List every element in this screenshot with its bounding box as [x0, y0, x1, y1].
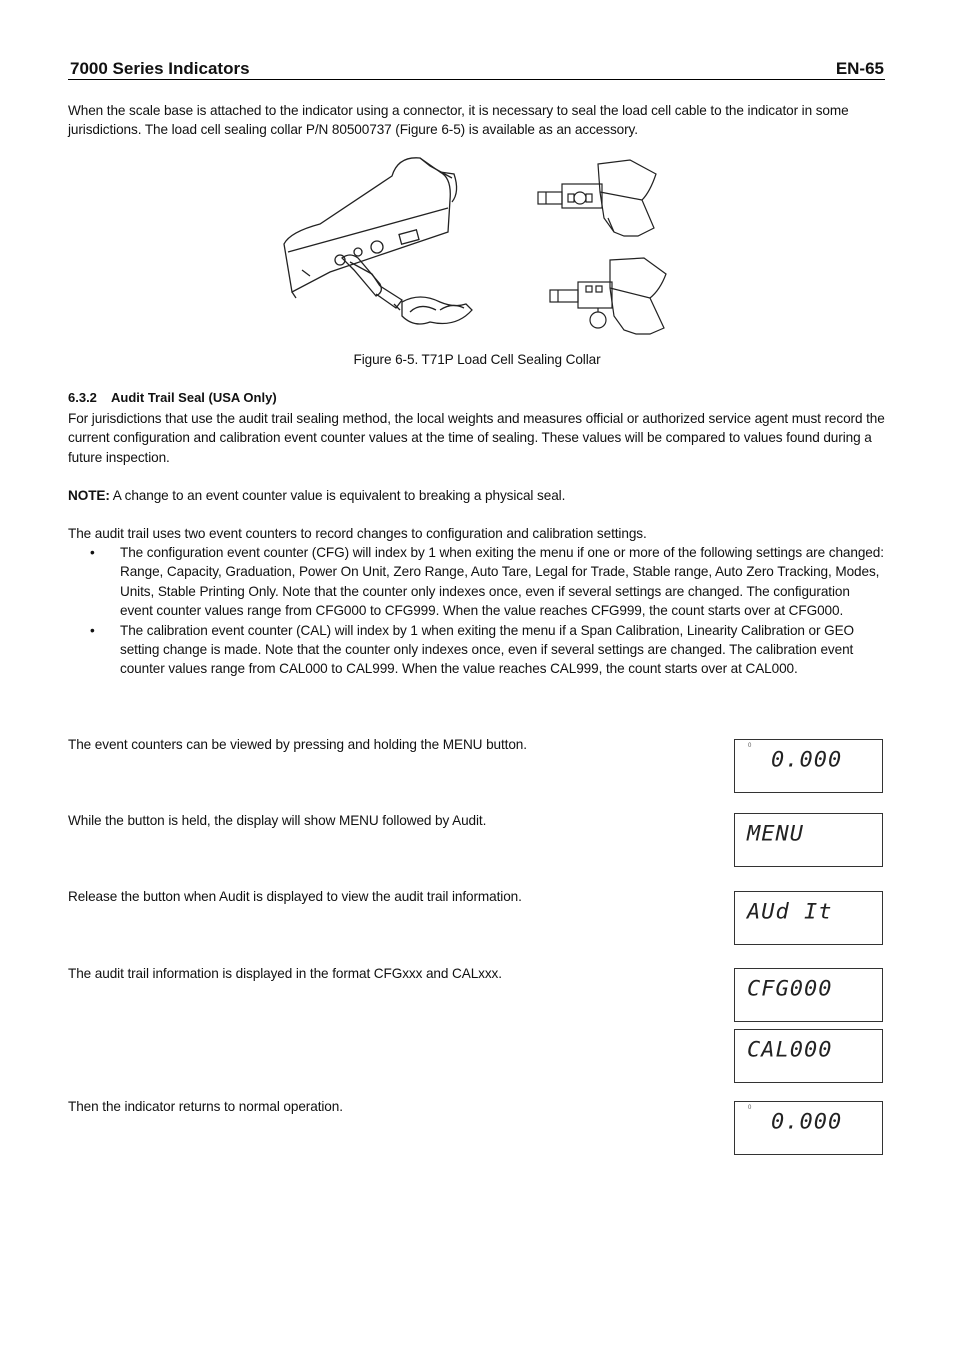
- lcd-display-cfg: [734, 968, 883, 1022]
- figure-caption: Figure 6-5. T71P Load Cell Sealing Collar: [353, 352, 601, 367]
- step-text: While the button is held, the display will show MENU followed by Audit.: [68, 813, 487, 828]
- lcd-display-cal: [734, 1029, 883, 1083]
- note-paragraph: [68, 486, 886, 505]
- step-text: Then the indicator returns to normal operation.: [68, 1099, 343, 1114]
- zero-indicator-icon: 0: [748, 1105, 752, 1111]
- zero-indicator-icon: 0: [748, 743, 752, 749]
- lcd-display-menu: [734, 813, 883, 867]
- audit-trail-paragraph: For jurisdictions that use the audit trail sealing method, the local weights and measures official or authorized service agent must record the current configuration and calibration event counter values at the time of sealing. These values will be compared to values found during a future inspection.: [68, 411, 885, 465]
- display-readout: AUd It: [747, 900, 833, 925]
- display-readout: 0.000: [771, 1110, 843, 1135]
- lcd-display-audit: [734, 891, 883, 945]
- header-rule: [68, 79, 885, 80]
- display-readout: MENU: [747, 822, 804, 847]
- collar-side-view-bottom: [546, 256, 672, 336]
- intro-paragraph: When the scale base is attached to the indicator using a connector, it is necessary to seal the load cell cable to the indicator in some jurisdictions. The load cell sealing collar P/N 80500737 (Figure 6-5) is available as an accessory.: [68, 103, 849, 138]
- display-readout: CFG000: [747, 977, 833, 1002]
- note-text: A change to an event counter value is equivalent to breaking a physical seal.: [109, 488, 566, 503]
- display-readout: 0.000: [771, 748, 843, 773]
- step-text: Release the button when Audit is displayed to view the audit trail information.: [68, 889, 522, 904]
- running-header-title: 7000 Series Indicators: [70, 59, 250, 78]
- lcd-display-zero-return: [734, 1101, 883, 1155]
- display-readout: CAL000: [747, 1038, 833, 1063]
- event-counter-list: [68, 543, 886, 679]
- bullet-icon: •: [90, 622, 95, 638]
- list-item: [68, 621, 886, 679]
- lcd-display-zero: [734, 739, 883, 793]
- collar-side-view-top: [534, 158, 664, 240]
- page-number: EN-65: [835, 59, 884, 78]
- list-item: [68, 543, 886, 621]
- step-text: The audit trail information is displayed in the format CFGxxx and CALxxx.: [68, 966, 502, 981]
- bullet-icon: •: [90, 545, 95, 560]
- section-number: 6.3.2: [68, 390, 97, 405]
- section-title: Audit Trail Seal (USA Only): [111, 390, 277, 405]
- bullet-text: The configuration event counter (CFG) will index by 1 when exiting the menu if one or more of the following settings are changed: Range, Capacity, Graduation, Power On Unit, Zero Range, Auto Tare, Legal for Trade, Stable range, Auto Zero Tracking, Modes, Units, Stable Printing Only. Note that the counter only indexes once, even if several settings are changed. The configuration event counter values range from CFG000 to CFG999. When the value reaches CFG999, the count starts over at CFG000.: [120, 545, 884, 619]
- indicator-collar-illustration: [280, 152, 480, 336]
- bullet-text: The calibration event counter (CAL) will index by 1 when exiting the menu if a Span Calibration, Linearity Calibration or GEO setting change is made. Note that the counter only indexes once, even if several settings are changed. The calibration event counter values range from CAL000 to CAL999. When the value reaches CAL999, the count starts over at CAL000.: [120, 622, 855, 677]
- note-label: NOTE:: [68, 488, 110, 503]
- step-text: The event counters can be viewed by pressing and holding the MENU button.: [68, 737, 527, 752]
- event-counters-intro: The audit trail uses two event counters to record changes to configuration and calibration settings.: [68, 526, 647, 541]
